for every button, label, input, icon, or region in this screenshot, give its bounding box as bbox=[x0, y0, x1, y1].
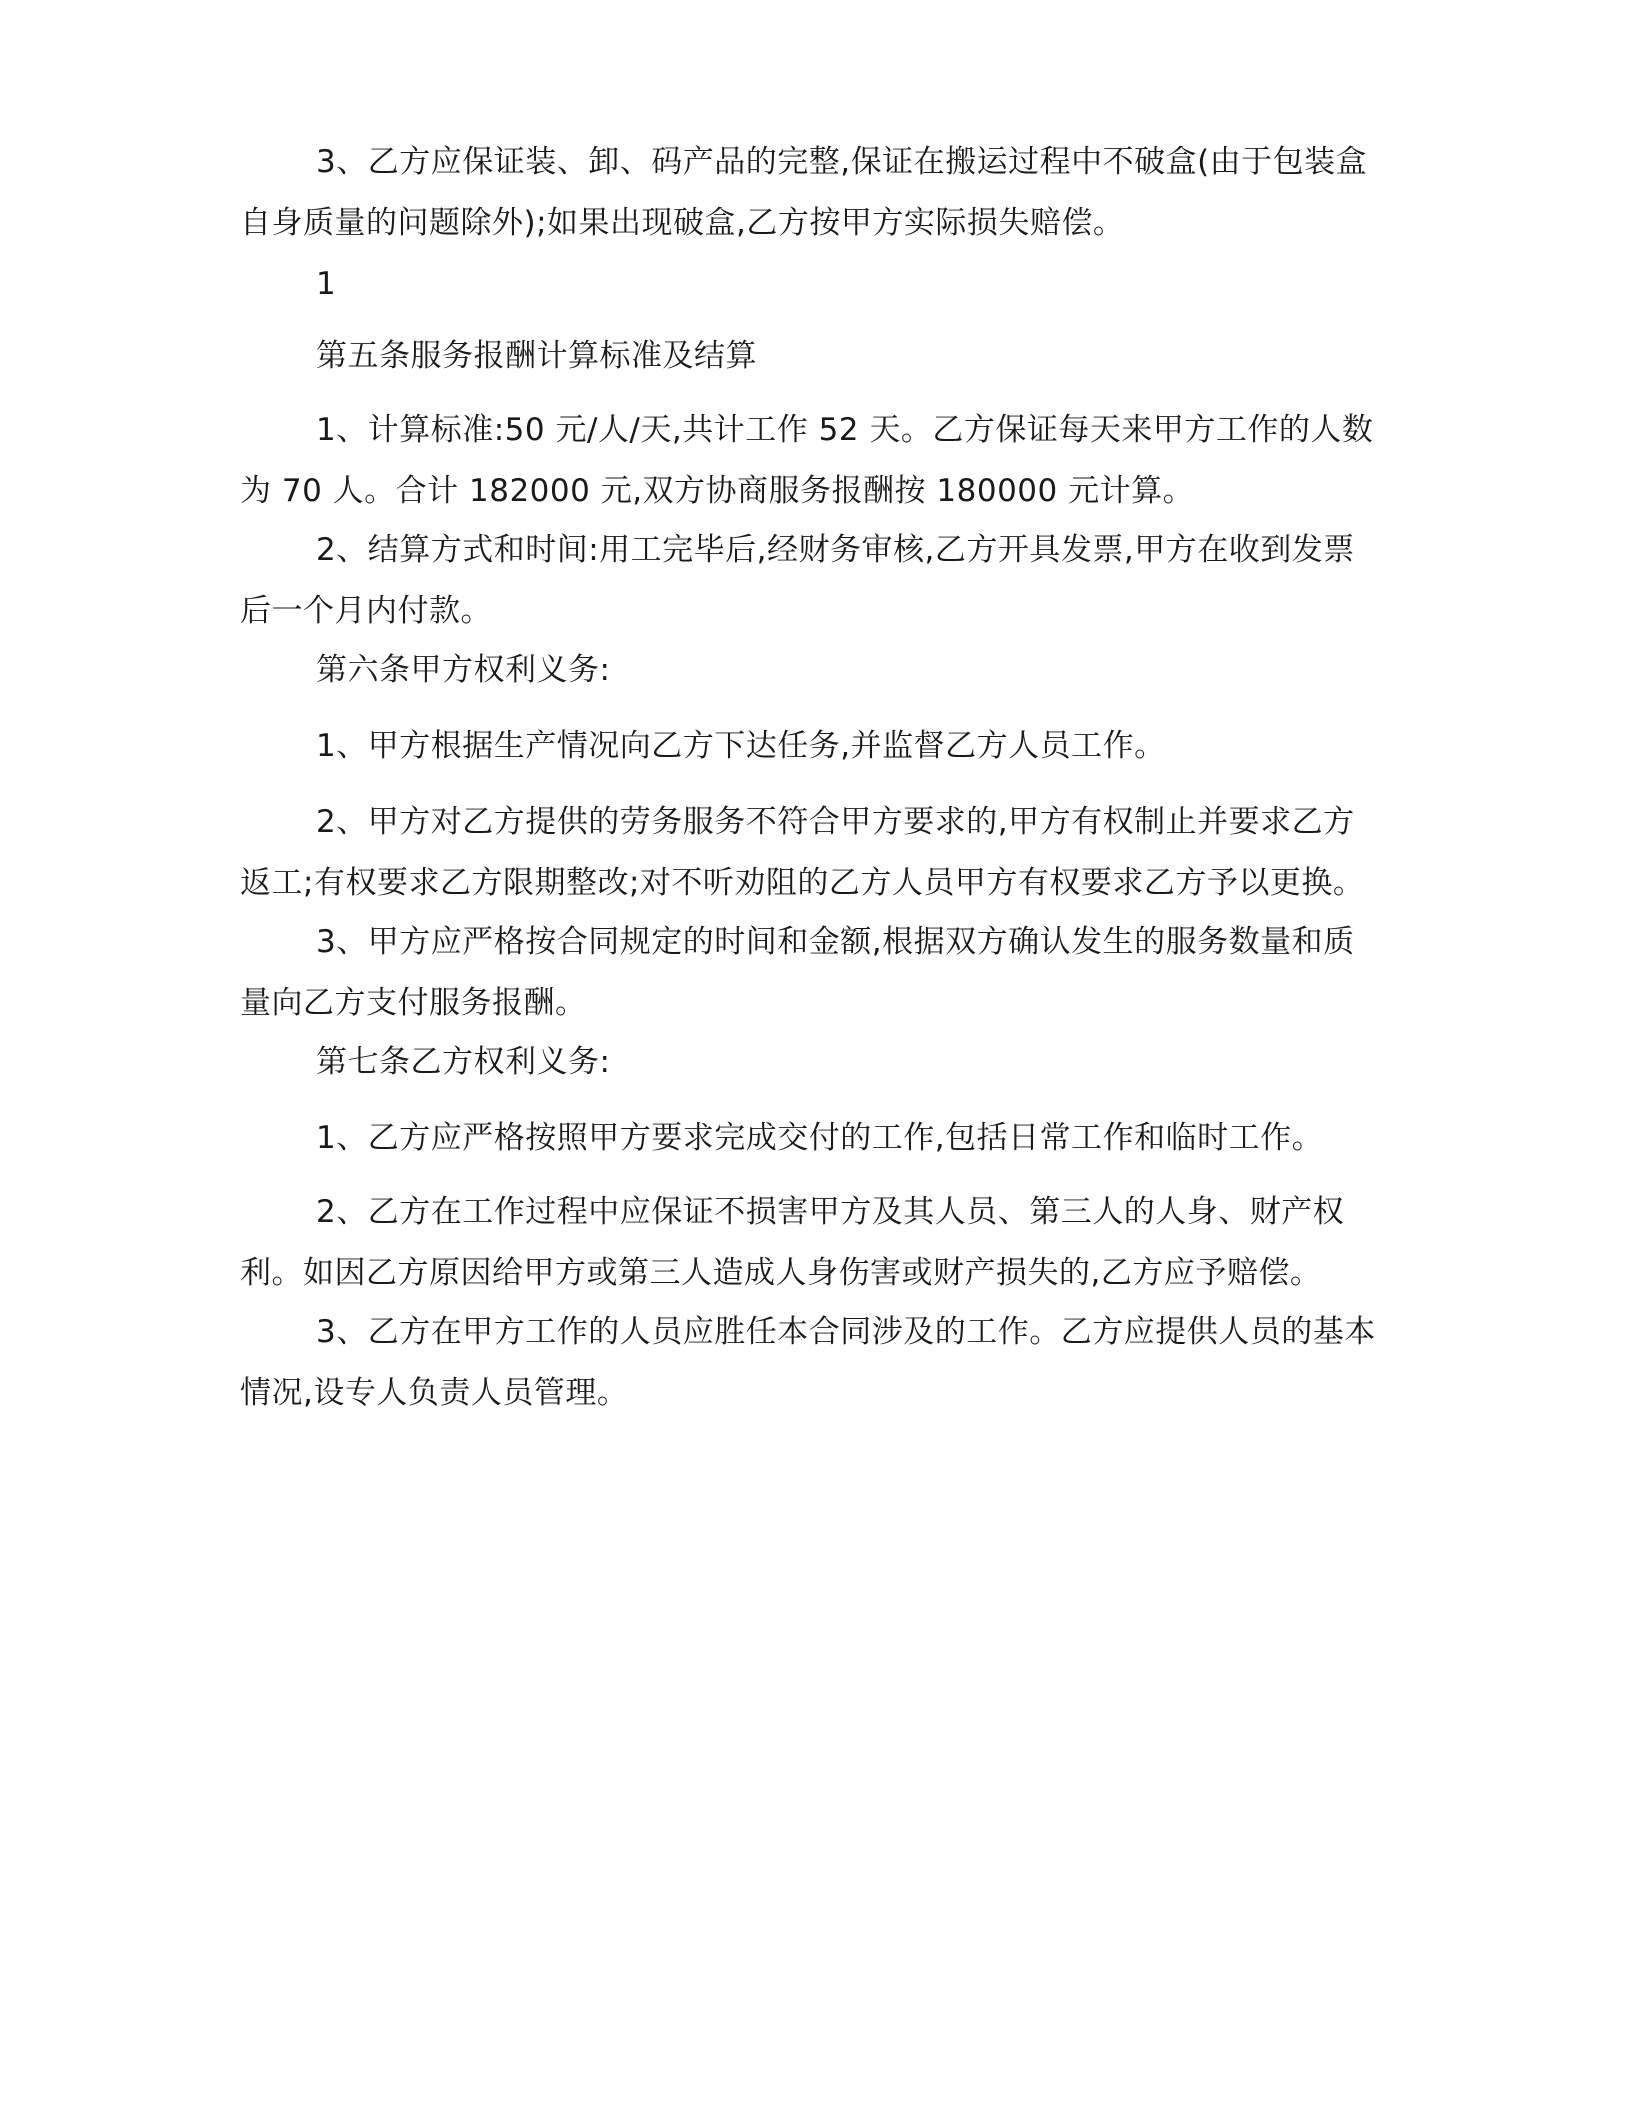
clause-5-heading bbox=[240, 326, 1390, 387]
clause-6-heading bbox=[240, 640, 1390, 701]
text-line: 情况,设专人负责人员管理。 bbox=[240, 1375, 629, 1411]
text-line: 1、甲方根据生产情况向乙方下达任务,并监督乙方人员工作。 bbox=[316, 728, 1166, 764]
text-line: 第七条乙方权利义务: bbox=[316, 1044, 611, 1080]
clause-7-item-3 bbox=[240, 1302, 1390, 1424]
text-line: 第六条甲方权利义务: bbox=[316, 652, 611, 688]
clause-6-item-2 bbox=[240, 792, 1390, 914]
text-line: 第五条服务报酬计算标准及结算 bbox=[316, 338, 757, 374]
clause-6-item-1 bbox=[240, 716, 1390, 777]
text-line: 3、甲方应严格按合同规定的时间和金额,根据双方确认发生的服务数量和质 bbox=[316, 924, 1355, 960]
text-line: 1、乙方应严格按照甲方要求完成交付的工作,包括日常工作和临时工作。 bbox=[316, 1120, 1324, 1156]
text-line: 3、乙方在甲方工作的人员应胜任本合同涉及的工作。乙方应提供人员的基本 bbox=[316, 1314, 1376, 1350]
text-line: 2、结算方式和时间:用工完毕后,经财务审核,乙方开具发票,甲方在收到发票 bbox=[316, 532, 1355, 568]
clause-4-item-3 bbox=[240, 132, 1390, 254]
clause-7-heading bbox=[240, 1032, 1390, 1093]
clause-5-item-2 bbox=[240, 520, 1390, 642]
text-line: 后一个月内付款。 bbox=[240, 593, 492, 629]
text-line: 为 70 人。合计 182000 元,双方协商服务报酬按 180000 元计算。 bbox=[240, 473, 1195, 509]
clause-6-item-3 bbox=[240, 912, 1390, 1034]
text-line: 3、乙方应保证装、卸、码产品的完整,保证在搬运过程中不破盒(由于包装盒 bbox=[316, 144, 1368, 180]
text-line: 1 bbox=[316, 266, 337, 302]
text-line: 2、甲方对乙方提供的劳务服务不符合甲方要求的,甲方有权制止并要求乙方 bbox=[316, 804, 1355, 840]
page-number bbox=[240, 254, 1390, 315]
text-line: 利。如因乙方原因给甲方或第三人造成人身伤害或财产损失的,乙方应予赔偿。 bbox=[240, 1255, 1322, 1291]
clause-5-item-1 bbox=[240, 400, 1390, 522]
text-line: 2、乙方在工作过程中应保证不损害甲方及其人员、第三人的人身、财产权 bbox=[316, 1194, 1345, 1230]
clause-7-item-2 bbox=[240, 1182, 1390, 1304]
text-line: 自身质量的问题除外);如果出现破盒,乙方按甲方实际损失赔偿。 bbox=[240, 205, 1125, 241]
text-line: 1、计算标准:50 元/人/天,共计工作 52 天。乙方保证每天来甲方工作的人数 bbox=[316, 412, 1374, 448]
clause-7-item-1 bbox=[240, 1108, 1390, 1169]
text-line: 量向乙方支付服务报酬。 bbox=[240, 985, 587, 1021]
text-line: 返工;有权要求乙方限期整改;对不听劝阻的乙方人员甲方有权要求乙方予以更换。 bbox=[240, 865, 1365, 901]
